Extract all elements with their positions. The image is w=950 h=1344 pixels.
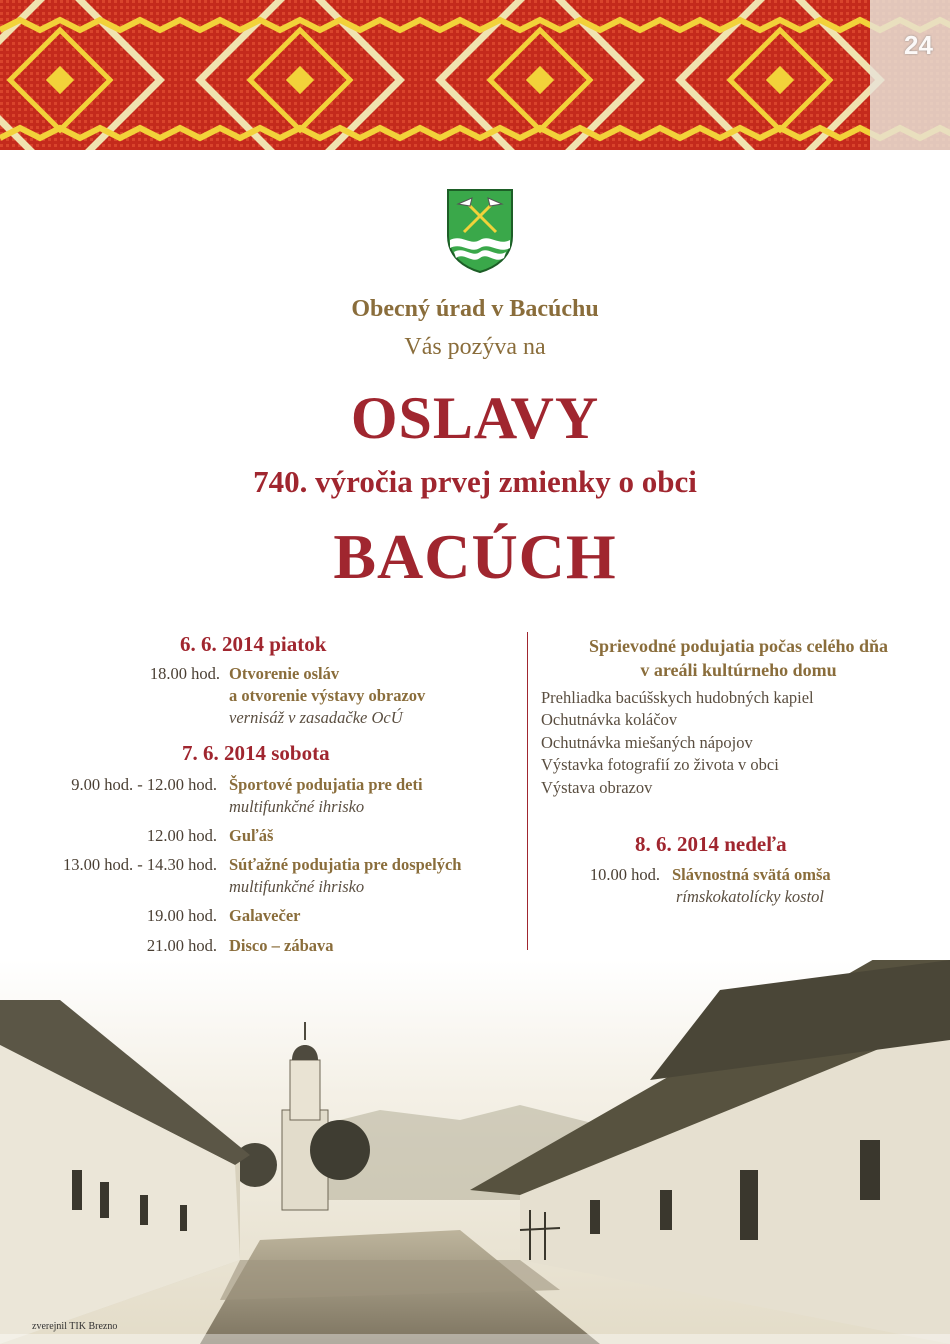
event-title: Disco – zábava bbox=[229, 936, 334, 955]
day1-heading: 6. 6. 2014 piatok bbox=[180, 632, 327, 656]
coat-of-arms-icon bbox=[444, 186, 516, 274]
invites-line: Vás pozýva na bbox=[404, 334, 546, 360]
textile-pattern bbox=[0, 0, 950, 160]
side-item: Ochutnávka koláčov bbox=[541, 710, 678, 729]
event-time: 13.00 hod. - 14.30 hod. bbox=[63, 855, 217, 874]
historic-village-photo bbox=[0, 960, 950, 1344]
event-title-line2: a otvorenie výstavy obrazov bbox=[229, 686, 426, 705]
event-time: 9.00 hod. - 12.00 hod. bbox=[71, 775, 217, 794]
anniversary-subtitle: 740. výročia prvej zmienky o obci bbox=[253, 464, 697, 499]
event-note: vernisáž v zasadačke OcÚ bbox=[229, 708, 403, 727]
event-title: Slávnostná svätá omša bbox=[672, 865, 831, 884]
event-note: multifunkčné ihrisko bbox=[229, 797, 365, 816]
office-name: Obecný úrad v Bacúchu bbox=[351, 296, 599, 322]
event-title: Športové podujatia pre deti bbox=[229, 775, 423, 794]
day3-heading: 8. 6. 2014 nedeľa bbox=[635, 832, 787, 856]
event-time: 18.00 hod. bbox=[149, 664, 220, 683]
event-time: 19.00 hod. bbox=[146, 906, 217, 925]
day2-heading: 7. 6. 2014 sobota bbox=[182, 741, 330, 765]
side-item: Ochutnávka miešaných nápojov bbox=[541, 733, 753, 752]
event-note: rímskokatolícky kostol bbox=[676, 887, 825, 906]
side-heading-line1: Sprievodné podujatia počas celého dňa bbox=[588, 636, 889, 656]
embroidered-textile-banner bbox=[0, 0, 950, 160]
event-title: Guľáš bbox=[229, 826, 274, 845]
event-title: Galavečer bbox=[229, 906, 301, 925]
side-item: Výstava obrazov bbox=[541, 778, 653, 797]
news-badge: 24 bbox=[904, 30, 933, 60]
side-item: Výstavka fotografií zo života v obci bbox=[541, 755, 779, 774]
village-name: BACÚCH bbox=[333, 521, 617, 592]
side-heading-line2: v areáli kultúrneho domu bbox=[640, 660, 837, 680]
event-time: 21.00 hod. bbox=[146, 936, 217, 955]
publisher-credit: zverejnil TIK Brezno bbox=[32, 1321, 118, 1332]
event-title: Otvorenie osláv bbox=[229, 664, 340, 683]
event-time: 10.00 hod. bbox=[589, 865, 660, 884]
event-title: Súťažné podujatia pre dospelých bbox=[229, 855, 462, 874]
event-note: multifunkčné ihrisko bbox=[229, 877, 365, 896]
event-time: 12.00 hod. bbox=[146, 826, 217, 845]
side-item: Prehliadka bacúšskych hudobných kapiel bbox=[541, 688, 814, 707]
main-title: OSLAVY bbox=[350, 385, 600, 451]
